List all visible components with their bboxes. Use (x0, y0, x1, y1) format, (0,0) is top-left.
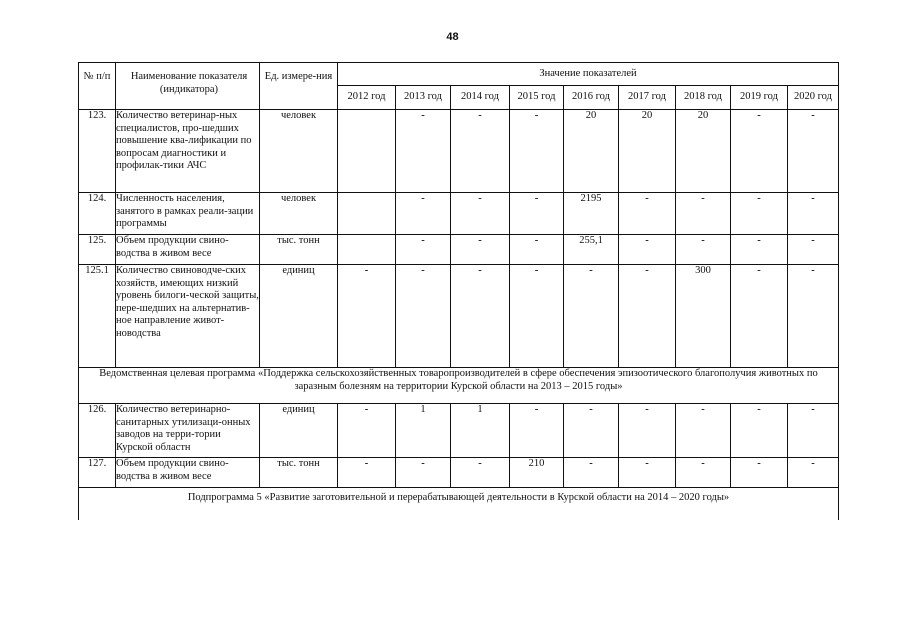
header-unit: Ед. измере-ния (260, 63, 338, 110)
header-year: 2016 год (564, 86, 619, 110)
row-value: - (451, 265, 510, 368)
table-row (79, 458, 839, 488)
table-row (79, 235, 839, 265)
row-value: - (676, 458, 731, 488)
row-num: 127. (79, 458, 116, 488)
row-value: - (731, 235, 788, 265)
row-value: - (510, 265, 564, 368)
row-value: - (731, 458, 788, 488)
row-value: - (731, 110, 788, 193)
row-value: 2195 (564, 193, 619, 235)
row-value: - (676, 404, 731, 458)
table-row (79, 404, 839, 458)
row-value: - (451, 235, 510, 265)
row-name: Количество свиноводче-ских хозяйств, имеющих низкий уровень билоги-ческой защиты, пере-шедших на альтернатив-ное направление живот-новодства (116, 265, 260, 368)
header-year: 2017 год (619, 86, 676, 110)
row-value: 20 (619, 110, 676, 193)
row-value: - (510, 193, 564, 235)
row-unit: человек (260, 110, 338, 193)
section-title: Ведомственная целевая программа «Поддержка сельскохозяйственных товаропроизводителей в сфере обеспечения эпизоотического благополучия животных по заразным болезням на территории Курской области на 2013 – 2015 годы» (79, 368, 839, 404)
row-value: - (510, 235, 564, 265)
row-value: - (564, 265, 619, 368)
row-num: 123. (79, 110, 116, 193)
row-value: - (788, 110, 839, 193)
row-value: - (396, 193, 451, 235)
row-unit: тыс. тонн (260, 458, 338, 488)
header-year: 2020 год (788, 86, 839, 110)
row-value: - (396, 110, 451, 193)
row-value: - (451, 193, 510, 235)
page-number: 48 (446, 31, 459, 43)
row-num: 125. (79, 235, 116, 265)
row-value: - (564, 458, 619, 488)
row-value: 300 (676, 265, 731, 368)
row-value: - (788, 458, 839, 488)
row-value (338, 235, 396, 265)
header-row-1 (79, 63, 839, 86)
row-value: - (564, 404, 619, 458)
row-value: - (788, 235, 839, 265)
row-value: - (510, 110, 564, 193)
row-value (338, 193, 396, 235)
table-row (79, 193, 839, 235)
row-unit: единиц (260, 404, 338, 458)
row-num: 125.1 (79, 265, 116, 368)
row-value: - (510, 404, 564, 458)
header-year: 2012 год (338, 86, 396, 110)
row-unit: человек (260, 193, 338, 235)
section-row (79, 368, 839, 404)
row-value: 255,1 (564, 235, 619, 265)
row-value: - (451, 458, 510, 488)
section-title: Подпрограмма 5 «Развитие заготовительной и перерабатывающей деятельности в Курской области на 2014 – 2020 годы» (79, 488, 839, 521)
header-year: 2019 год (731, 86, 788, 110)
row-value: - (619, 458, 676, 488)
table-row (79, 265, 839, 368)
header-num: № п/п (79, 63, 116, 110)
indicators-table (78, 62, 839, 520)
row-value: - (619, 404, 676, 458)
row-name: Объем продукции свино-водства в живом весе (116, 458, 260, 488)
row-name: Количество ветеринарно-санитарных утилизаци-онных заводов на терри-тории Курской областн (116, 404, 260, 458)
table-row (79, 110, 839, 193)
header-year: 2014 год (451, 86, 510, 110)
header-year: 2015 год (510, 86, 564, 110)
row-name: Численность населения, занятого в рамках реали-зации программы (116, 193, 260, 235)
row-value: - (338, 404, 396, 458)
row-value: - (731, 193, 788, 235)
row-unit: единиц (260, 265, 338, 368)
row-num: 124. (79, 193, 116, 235)
row-value: - (676, 193, 731, 235)
row-name: Объем продукции свино-водства в живом весе (116, 235, 260, 265)
row-value: 210 (510, 458, 564, 488)
row-num: 126. (79, 404, 116, 458)
row-value: - (676, 235, 731, 265)
row-value: 1 (451, 404, 510, 458)
row-value: - (451, 110, 510, 193)
row-value: - (338, 265, 396, 368)
row-value: 20 (564, 110, 619, 193)
header-name: Наименование показателя (индикатора) (116, 63, 260, 110)
row-value: 1 (396, 404, 451, 458)
row-value (338, 110, 396, 193)
row-value: - (396, 235, 451, 265)
row-value: - (788, 265, 839, 368)
row-value: - (338, 458, 396, 488)
row-value: 20 (676, 110, 731, 193)
row-value: - (788, 404, 839, 458)
row-value: - (396, 458, 451, 488)
row-value: - (619, 193, 676, 235)
row-name: Количество ветеринар-ных специалистов, про-шедших повышение ква-лификации по вопросам диагностики и профилак-тики АЧС (116, 110, 260, 193)
row-value: - (619, 265, 676, 368)
row-value: - (619, 235, 676, 265)
header-year: 2013 год (396, 86, 451, 110)
header-year: 2018 год (676, 86, 731, 110)
row-value: - (731, 265, 788, 368)
row-value: - (396, 265, 451, 368)
row-unit: тыс. тонн (260, 235, 338, 265)
row-value: - (788, 193, 839, 235)
section-row (79, 488, 839, 521)
row-value: - (731, 404, 788, 458)
header-values-group: Значение показателей (338, 63, 839, 86)
